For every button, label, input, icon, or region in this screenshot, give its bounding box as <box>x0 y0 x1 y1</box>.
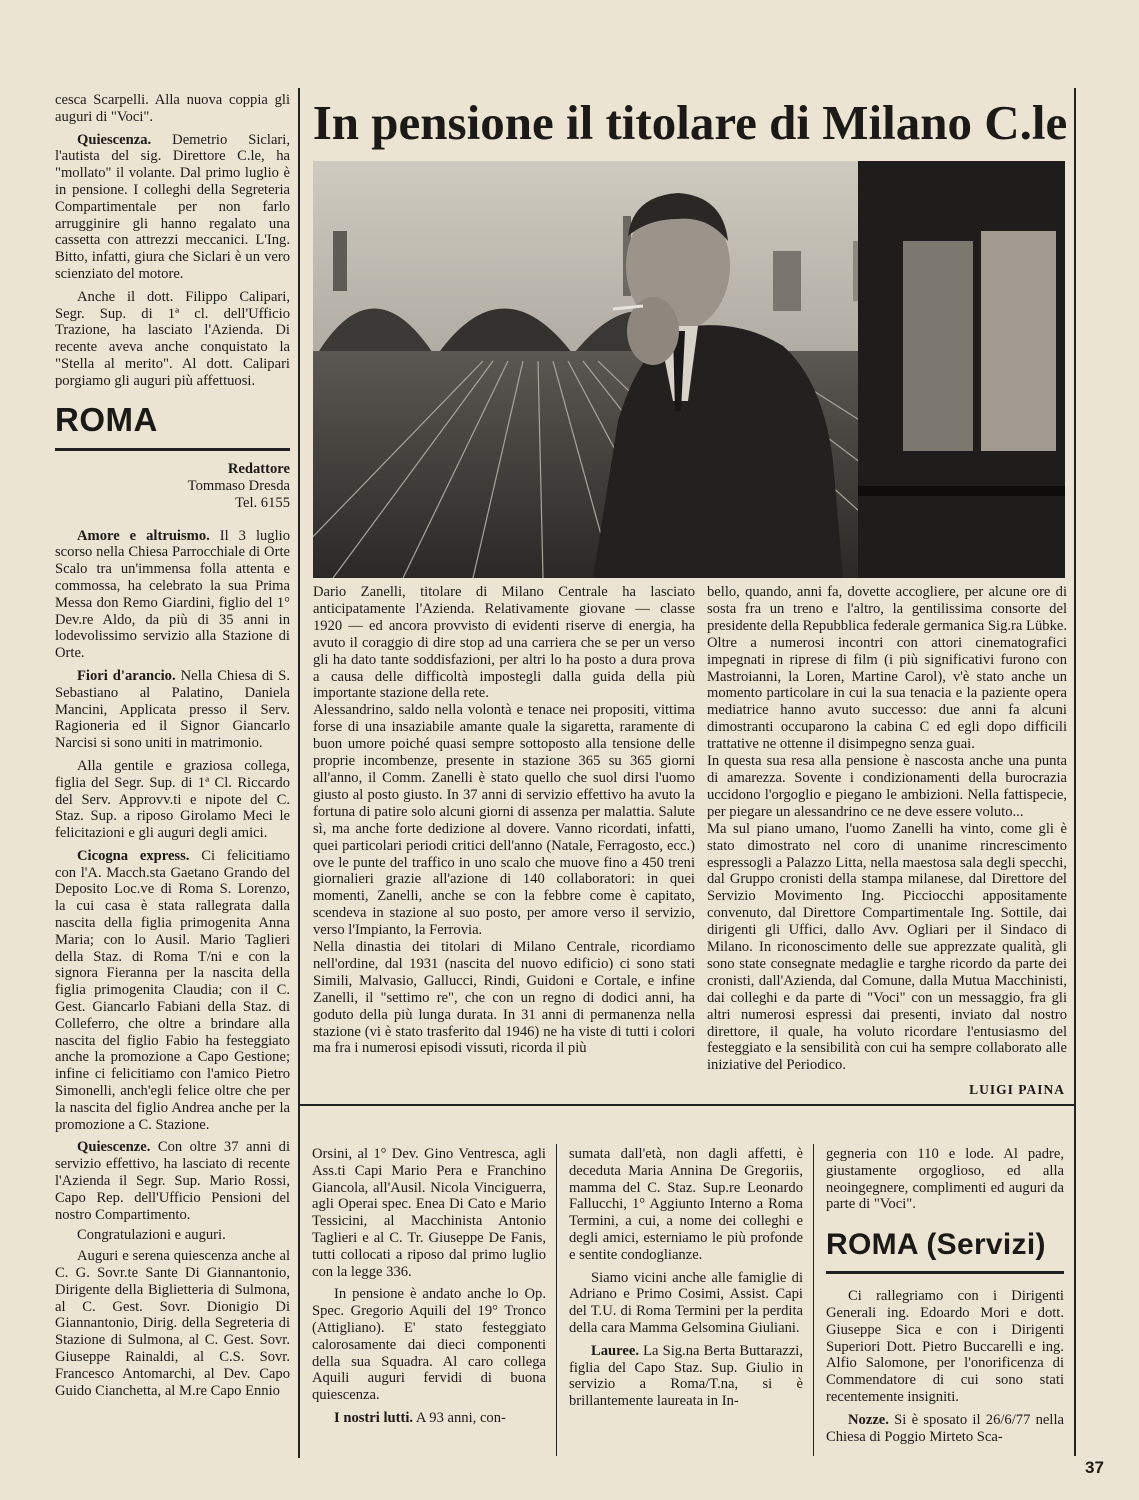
bottom-col-rule-1 <box>556 1144 557 1456</box>
left-p2 <box>55 132 290 283</box>
left-column <box>55 92 290 1399</box>
article-col2-p2: In questa sua resa alla pensione è nascosta anche una punta di amarezza. Sovente i condizionamenti della burocrazia uccidono l'orgoglio e piegano le ambizioni. Nella fattispecie, per piegare un alessandrino ce ne deve essere voluto... <box>707 753 1067 820</box>
left-p4-text: Il 3 luglio scorso nella Chiesa Parrocchiale di Orte Scalo tra un'immensa folla attenta e commossa, ha celebrato la sua Prima Messa don Remo Giardini, figlio del 1° Dev.re Aldo, da più di 35 anni in lodevolissimo servizio alla Stazione di Orte. <box>55 527 290 662</box>
article-right-rule <box>1074 88 1076 1456</box>
left-p8-text: Con oltre 37 anni di servizio effettivo, ha lasciato di recente l'Azienda il Segr. Sup. Mario Rossi, Capo Rep. dell'Ufficio Pensioni del nostro Compartimento. <box>55 1139 290 1223</box>
bottom-col-2 <box>569 1146 803 1410</box>
left-p8 <box>55 1139 290 1223</box>
article-signature: LUIGI PAINA <box>969 1082 1065 1097</box>
article-col1-p2: Alessandrino, saldo nella volontà e tenace nei propositi, vittima forse di una insaziabile amante quale la sigaretta, raramente di buon umore poiché quasi sempre sottoposto alla tensione delle proprie incombenze, presente in stazione 365 su 365 giorni all'anno, il Comm. Zanelli è stato quello che suol dirsi l'uomo giusto al posto giusto. In 37 anni di servizio effettivo ha avuto la fortuna di patire solo alcuni giorni di assenza per malattia. Salute sì, ma anche forte dedizione al dovere. Vanno ricordati, infatti, quei particolari periodi critici dell'anno (Natale, Ferragosto, ecc.) ove le punte del traffico in uno scalo che muove fino a 450 treni giornalieri grazie all'azione di 140 collaboratori: in quei momenti, Zanelli, anche se con la febbre come è capitato, scendeva in stazione al suo posto, per amore verso il servizio, verso l'Impianto, la Ferrovia. <box>313 702 695 939</box>
bottom2-p3 <box>569 1343 803 1410</box>
roma-servizi-block <box>826 1225 1064 1274</box>
redattore-box <box>55 461 290 512</box>
bottom3-p3-text: Si è sposato il 26/6/77 nella Chiesa di Poggio Mirteto Sca- <box>826 1411 1064 1445</box>
article-photo <box>313 161 1065 578</box>
article-col2-p3: Ma sul piano umano, l'uomo Zanelli ha vinto, come gli è stato dimostrato nel coro di unanime rincrescimento espressogli a Palazzo Litta, nella maestosa sala degli specchi, dal Gruppo cronisti della stampa milanese, dal Direttore del Servizio Movimento Ing. Picciocchi appositamente convenuto, dal Direttore Compartimentale Ing. Sottile, dai dirigenti gli Uffici, dallo Avv. Ogliari per il Sindaco di Milano. In riconoscimento delle sue apprezzate qualità, gli sono state consegnate medaglie e targhe ricordo da parte dei cronisti, dall'Azienda, dal Comune, dalla Mutua Macchinisti, dai colleghi e da parte di "Voci" con un messaggio, fra gli altri numerosi espressi dai presenti, inviato dal nostro direttore, il quale, ha voluto ricordare l'entusiasmo del festeggiato e la sensibilità con cui ha sempre collaborato alle iniziative del Periodico. <box>707 820 1067 1074</box>
left-p7 <box>55 848 290 1134</box>
article-title: In pensione il titolare di Milano C.le <box>312 95 1068 150</box>
bottom2-p3-text: La Sig.na Berta Buttarazzi, figlia del Capo Staz. Sup. Giulio in servizio a Roma/T.na, si è brillantemente laureata in In- <box>569 1342 803 1410</box>
lead-lutti: I nostri lutti. <box>334 1409 414 1426</box>
article-col1-p3: Nella dinastia dei titolari di Milano Centrale, ricordiamo nell'ordine, dal 1931 (nascita del nuovo edificio) ci sono stati Simili, Malvasio, Gallucci, Rindi, Guidoni e Cortale, e infine Zanelli, il "settimo re", che con un regno di dodici anni, ha goduto della più lunga durata. In 31 anni di permanenza nella stazione (vi è stato trasferito dal 1946) ne ha viste di tutti i colori ma fra i numerosi episodi vissuti, ricorda il più <box>313 939 695 1057</box>
lead-quiescenze: Quiescenze. <box>77 1139 151 1156</box>
lead-cicogna: Cicogna express. <box>77 847 190 864</box>
left-p9: Congratulazioni e auguri. <box>77 1227 226 1244</box>
article-bottom-rule <box>300 1104 1076 1106</box>
left-p3: Anche il dott. Filippo Calipari, Segr. Sup. di 1ª cl. dell'Ufficio Trazione, ha lasciato l'Azienda. Di recente aveva anche conquistato la "Stella al merito". Al dott. Calipari porgiamo gli auguri più affettuosi. <box>55 288 290 389</box>
lead-lauree: Lauree. <box>591 1342 639 1359</box>
left-p4 <box>55 528 290 662</box>
left-p1: cesca Scarpelli. Alla nuova coppia gli auguri di "Voci". <box>55 92 290 125</box>
bottom3-p2: Ci rallegriamo con i Dirigenti Generali ing. Edoardo Mori e dott. Giuseppe Sica e con i Dirigenti Superiori Dott. Pietro Buccarelli e ing. Alfio Salomone, per l'onorificenza di Commendatore di cui sono stati recentemente insigniti. <box>826 1288 1064 1405</box>
roma-rule <box>55 448 290 451</box>
bottom-col-3 <box>826 1146 1064 1445</box>
bottom1-p3-text: A 93 anni, con- <box>413 1409 506 1426</box>
bottom-col-rule-2 <box>813 1144 814 1456</box>
bottom3-p1: gegneria con 110 e lode. Al padre, giustamente orgoglioso, ed alla neoingegnere, complimenti ed auguri da parte di "Voci". <box>826 1146 1064 1213</box>
lead-quiescenza: Quiescenza. <box>77 131 152 148</box>
lead-fiori: Fiori d'arancio. <box>77 667 176 684</box>
page-number: 37 <box>1085 1458 1104 1477</box>
article-col-1 <box>313 584 695 1057</box>
bottom2-p2: Siamo vicini anche alle famiglie di Adriano e Primo Cosimi, Assist. Capi del T.U. di Roma Termini per la perdita della cara Mamma Gelsomina Giuliani. <box>569 1269 803 1336</box>
lead-amore: Amore e altruismo. <box>77 527 210 544</box>
left-p10: Auguri e serena quiescenza anche al C. G. Sovr.te Sante Di Giannantonio, Dirigente della Biglietteria di Sulmona, al C. Gest. Sovr. Dionigio Di Giannantonio, Dirig. della Segreteria di Stazione di Sulmona, al C. Gest. Sovr. Giuseppe Rainaldi, al C.S. Sovr. Francesco Antomarchi, al Dev. Capo Guido Cianchetta, al M.re Capo Ennio <box>55 1248 290 1399</box>
roma-servizi-heading: ROMA (Servizi) <box>826 1228 1046 1262</box>
redattore-name: Tommaso Dresda <box>187 477 290 494</box>
left-p5 <box>55 668 290 752</box>
article-col-2 <box>707 584 1067 1074</box>
bottom1-p3 <box>312 1410 546 1427</box>
left-p7-text: Ci felicitiamo con l'A. Macch.sta Gaetano Grando del Deposito Loc.ve di Roma S. Lorenzo, la cui casa è stata rallegrata dalla nascita della figlia primogenita Anna Maria; con lo Ausil. Mario Taglieri della Staz. di Roma T/ni e con la signora Fieranna per la nascita della figlia primogenita Claudia; con il C. Gest. Giancarlo Fabiani della Staz. di Colleferro, che oltre a brindare alla nascita del figlio Fabio ha festeggiato anche la promozione a Capo Gestione; infine ci felicitiamo con l'amico Pietro Simonelli, anch'egli felice oltre che per la nascita del figlio Andrea anche per la promozione a C. Stazione. <box>55 847 290 1133</box>
redattore-label: Redattore <box>227 460 290 477</box>
left-p2-text: Demetrio Siclari, l'autista del sig. Direttore C.le, ha "mollato" il volante. Dal primo luglio è in pensione. I colleghi della Segreteria Compartimentale per non farlo arrugginire gli hanno regalato una cassetta con attrezzi meccanici. L'Ing. Bitto, infatti, giura che Siclari è un vero scienziato del motore. <box>55 131 290 282</box>
lead-nozze: Nozze. <box>848 1411 889 1428</box>
redattore-tel: Tel. 6155 <box>235 494 290 511</box>
bottom1-p2: In pensione è andato anche lo Op. Spec. Gregorio Aquili del 19° Tronco (Attigliano). E' stato festeggiato calorosamente dai dieci componenti della sua Squadra. Al caro collega Aquili auguri fervidi di buona quiescenza. <box>312 1286 546 1404</box>
bottom2-p1: sumata dall'età, non dagli affetti, è deceduta Maria Annina De Gregoriis, mamma del C. Staz. Sup.re Leonardo Fallucchi, 1° Aggiunto Interno a Roma Termini, a cui, a nome dei colleghi e degli amici, esterniamo le più profonde e sentite condoglianze. <box>569 1146 803 1263</box>
bottom3-p3 <box>826 1412 1064 1446</box>
roma-servizi-rule <box>826 1271 1064 1274</box>
article-col2-p1: bello, quando, anni fa, dovette accogliere, per alcune ore di sosta fra un treno e l'altro, la gentilissima consorte del presidente della Repubblica federale germanica Sig.ra Lübke. Oltre a numerosi incontri con attori cinematografici impegnati in riprese di film (i più significativi furono con Mastroianni, la Loren, Martine Carol), v'è stato anche un momento particolare in cui la sua tenacia e la paziente opera mediatrice hanno avuto successo: due anni fa alcuni dimostranti occuparono la cabina C ed egli dopo difficili trattative ne ottenne il disimpegno senza guai. <box>707 584 1067 753</box>
left-p6: Alla gentile e graziosa collega, figlia del Segr. Sup. di 1ª Cl. Riccardo del Serv. Approvv.ti e nipote del C. Staz. Sup. a riposo Girolamo Meci le felicitazioni e gli auguri degli amici. <box>55 757 290 842</box>
bottom-col-1 <box>312 1146 546 1427</box>
roma-heading: ROMA <box>55 400 158 438</box>
skyscraper <box>333 231 347 291</box>
bottom1-p1: Orsini, al 1° Dev. Gino Ventresca, agli Ass.ti Capi Mario Pera e Franchino Giancola, all'Ausil. Nicola Vinciguerra, agli Operai spec. Enea Di Cato e Mario Tessicini, al Macchinista Antonio Taglieri e al C. Tr. Giuseppe De Fanis, tutti collocati a riposo dal primo luglio con la legge 336. <box>312 1146 546 1280</box>
left-column-rule <box>298 88 300 1458</box>
left-p5-text: Nella Chiesa di S. Sebastiano al Palatino, Daniela Mancini, Applicata presso il Serv. Ragioneria ed il Signor Giancarlo Narcisi si sono uniti in matrimonio. <box>55 667 290 752</box>
article-col1-p1: Dario Zanelli, titolare di Milano Centrale ha lasciato anticipatamente l'Azienda. Relativamente giovane — classe 1920 — ed ancora provvisto di evidenti riserve di energia, ha avuto il coraggio di dire stop ad una carriera che se per un verso gli ha dato tante soddisfazioni, per altri lo ha posto a dura prova a causa delle difficoltà impostegli dalla guida della più importante stazione della rete. <box>313 584 695 702</box>
